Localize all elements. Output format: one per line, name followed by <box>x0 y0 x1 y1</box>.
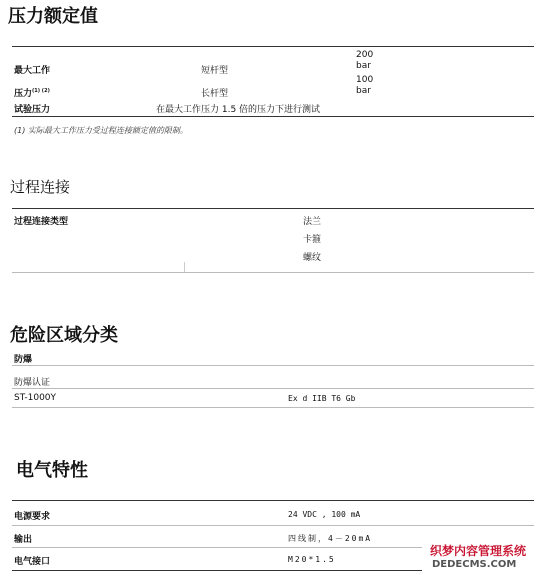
test-pressure-value: 在最大工作压力 1.5 倍的压力下进行测试 <box>156 105 321 115</box>
short-rod-value: 200 <box>356 50 374 60</box>
watermark-line1: 织梦内容管理系统 <box>430 544 527 558</box>
test-pressure-label: 试验压力 <box>14 105 51 115</box>
power-rule <box>12 525 534 526</box>
output-value: 四线制，4－20mA <box>288 534 373 543</box>
output-label: 输出 <box>14 535 33 545</box>
hazard-model-value: Ex d IIB T6 Gb <box>288 394 356 403</box>
hazard-title: 危险区域分类 <box>10 325 118 346</box>
electrical-bottom-rule <box>12 570 422 571</box>
electrical-top-rule <box>12 500 534 501</box>
max-work-label-1: 最大工作 <box>14 66 51 76</box>
footnote-marks: (1) (2) <box>32 88 50 94</box>
power-label: 电源要求 <box>14 512 51 522</box>
max-work-label-2 <box>14 86 50 99</box>
pressure-title: 压力额定值 <box>8 6 98 27</box>
process-type-label: 过程连接类型 <box>14 217 69 227</box>
process-option-flange: 法兰 <box>303 217 322 227</box>
short-rod-label: 短杆型 <box>201 66 229 76</box>
electrical-title: 电气特性 <box>16 460 88 481</box>
long-rod-label: 长杆型 <box>201 89 229 99</box>
process-option-clamp: 卡箍 <box>303 235 322 245</box>
process-option-thread: 螺纹 <box>303 253 322 263</box>
hazard-bottom-rule <box>12 407 534 408</box>
process-top-rule <box>12 208 534 209</box>
pressure-footnote: (1) 实际最大工作压力受过程连接额定值的限制。 <box>14 126 188 135</box>
pressure-label: 压力 <box>14 89 33 99</box>
output-rule <box>12 547 422 548</box>
hazard-subtitle: 防爆 <box>14 355 33 365</box>
interface-label: 电气接口 <box>14 557 51 567</box>
interface-value: M20*1.5 <box>288 555 336 564</box>
power-value: 24 VDC , 100 mA <box>288 510 361 519</box>
process-column-divider <box>184 262 185 272</box>
pressure-bottom-rule <box>12 116 534 117</box>
long-rod-unit: bar <box>356 86 371 96</box>
hazard-cert-rule <box>12 388 534 389</box>
hazard-cert-label: 防爆认证 <box>14 378 51 388</box>
process-title: 过程连接 <box>10 178 71 196</box>
watermark-line2: DEDECMS.COM <box>432 559 517 570</box>
hazard-subtitle-rule <box>12 365 534 366</box>
short-rod-unit: bar <box>356 61 371 71</box>
long-rod-value: 100 <box>356 75 374 85</box>
process-bottom-rule <box>12 272 534 273</box>
hazard-model: ST-1000Y <box>14 393 57 403</box>
pressure-top-rule <box>12 46 534 47</box>
